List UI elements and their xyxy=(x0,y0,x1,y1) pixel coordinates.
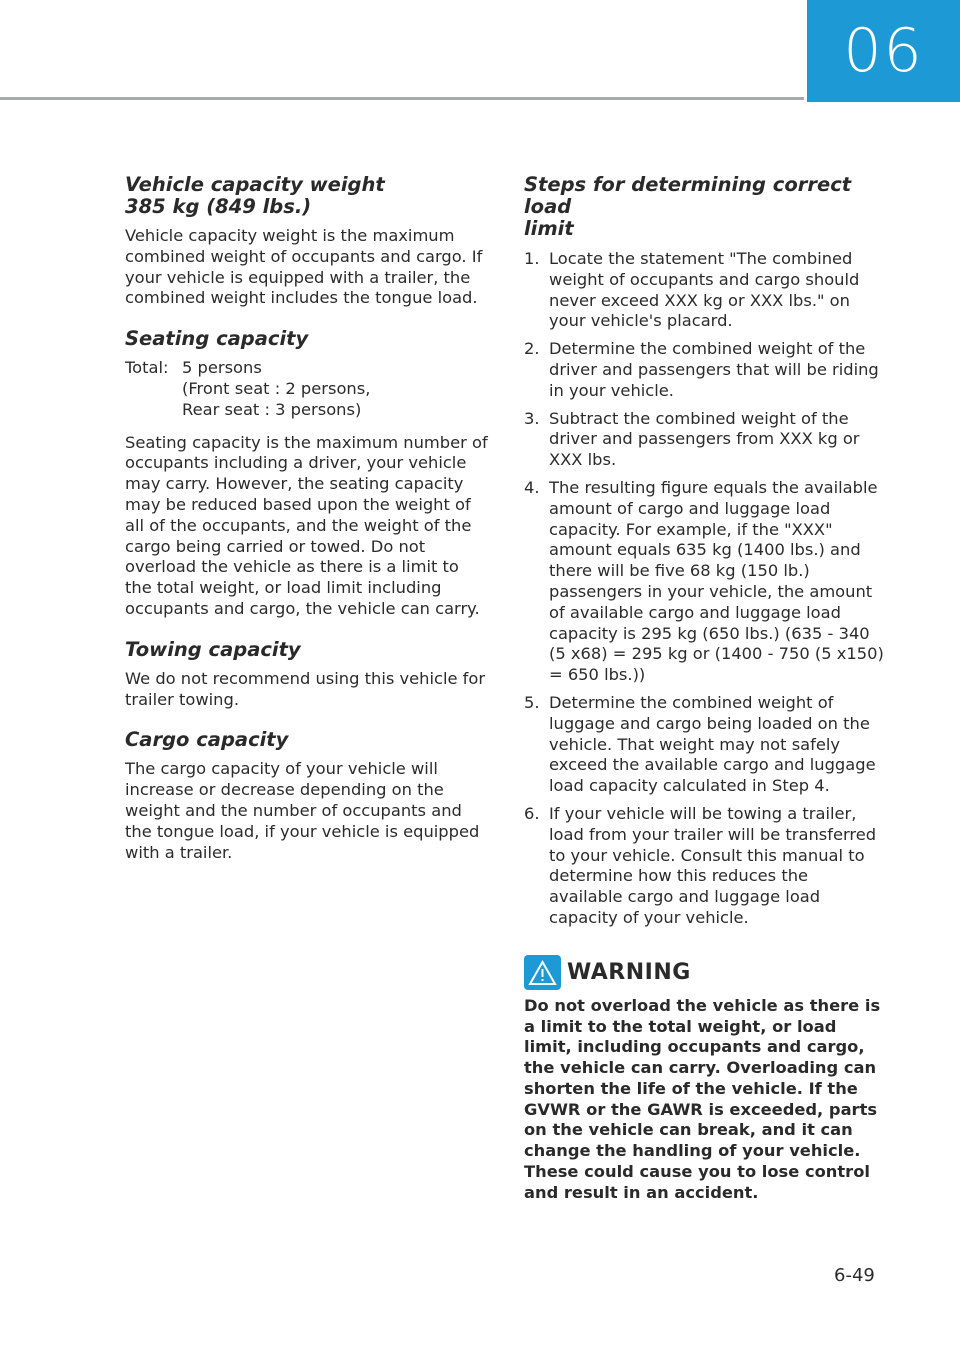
towing-text: We do not recommend using this vehicle for trailer towing. xyxy=(125,668,486,709)
page-number: 6-49 xyxy=(834,1265,875,1286)
seating-total xyxy=(125,358,490,420)
right-column xyxy=(524,174,886,1204)
list-item: 5. Determine the combined weight of luggage and cargo being loaded on the vehicle. That weight may not safely exceed the available cargo and luggage load capacity calculated in Step 4. xyxy=(524,692,876,796)
warning-icon xyxy=(524,955,561,990)
seating-heading: Seating capacity xyxy=(125,327,309,351)
cargo-heading: Cargo capacity xyxy=(125,728,289,752)
seating-section xyxy=(125,328,490,620)
list-item: 1. Locate the statement "The combined weight of occupants and cargo should never exceed XXX kg or XXX lbs." on your vehicle's placard. xyxy=(524,249,860,331)
header-rule xyxy=(0,97,804,100)
warning-box xyxy=(524,955,886,1204)
warning-title: WARNING xyxy=(567,959,691,985)
cargo-section xyxy=(125,729,490,863)
seating-total-label: Total: xyxy=(125,358,169,378)
capacity-weight-heading: Vehicle capacity weight 385 kg (849 lbs.) xyxy=(125,173,385,218)
seating-text: Seating capacity is the maximum number of occupants including a driver, your vehicle may carry. However, the seating capacity may be reduced based upon the weight of all of the occupants, and the weight of the cargo being carried or towed. Do not overload the vehicle as there is a limit to the total weight, or load limit including occupants and cargo, the vehicle can carry. xyxy=(125,432,488,618)
towing-heading: Towing capacity xyxy=(125,637,301,661)
list-item: 4. The resulting figure equals the available amount of cargo and luggage load capacity. For example, if the "XXX" amount equals 635 kg (1400 lbs.) and there will be five 68 kg (150 lb.) passengers in your vehicle, the amount of available cargo and luggage load capacity is 295 kg (650 lbs.) (635 - 340 (5 x68) = 295 kg or (1400 - 750 (5 x150) = 650 lbs.)) xyxy=(524,477,884,685)
list-item: 3. Subtract the combined weight of the driver and passengers from XXX kg or XXX lbs. xyxy=(524,408,860,470)
seating-total-value: 5 persons xyxy=(182,358,262,378)
capacity-weight-section xyxy=(125,174,490,309)
seating-rear: Rear seat : 3 persons) xyxy=(182,399,362,419)
chapter-tab: 06 xyxy=(807,0,960,102)
seating-front: (Front seat : 2 persons, xyxy=(182,378,371,398)
left-column xyxy=(125,174,490,882)
cargo-text: The cargo capacity of your vehicle will increase or decrease depending on the weight and the number of occupants and the tongue load, if your vehicle is equipped with a trailer. xyxy=(125,759,480,862)
steps-list xyxy=(524,249,886,929)
steps-heading: Steps for determining correct load limit xyxy=(524,173,852,240)
list-item: 2. Determine the combined weight of the driver and passengers that will be riding in your vehicle. xyxy=(524,339,879,400)
list-item: 6. If your vehicle will be towing a trailer, load from your trailer will be transferred to your vehicle. Consult this manual to determine how this reduces the available cargo and luggage load capacity of your vehicle. xyxy=(524,803,877,927)
warning-text: Do not overload the vehicle as there is a limit to the total weight, or load limit, including occupants and cargo, the vehicle can carry. Overloading can shorten the life of the vehicle. If the GVWR or the GAWR is exceeded, parts on the vehicle can break, and it can change the handling of your vehicle. These could cause you to lose control and result in an accident. xyxy=(524,995,881,1202)
towing-section xyxy=(125,639,490,711)
capacity-weight-text: Vehicle capacity weight is the maximum combined weight of occupants and cargo. If your vehicle is equipped with a trailer, the combined weight includes the tongue load. xyxy=(125,226,483,308)
